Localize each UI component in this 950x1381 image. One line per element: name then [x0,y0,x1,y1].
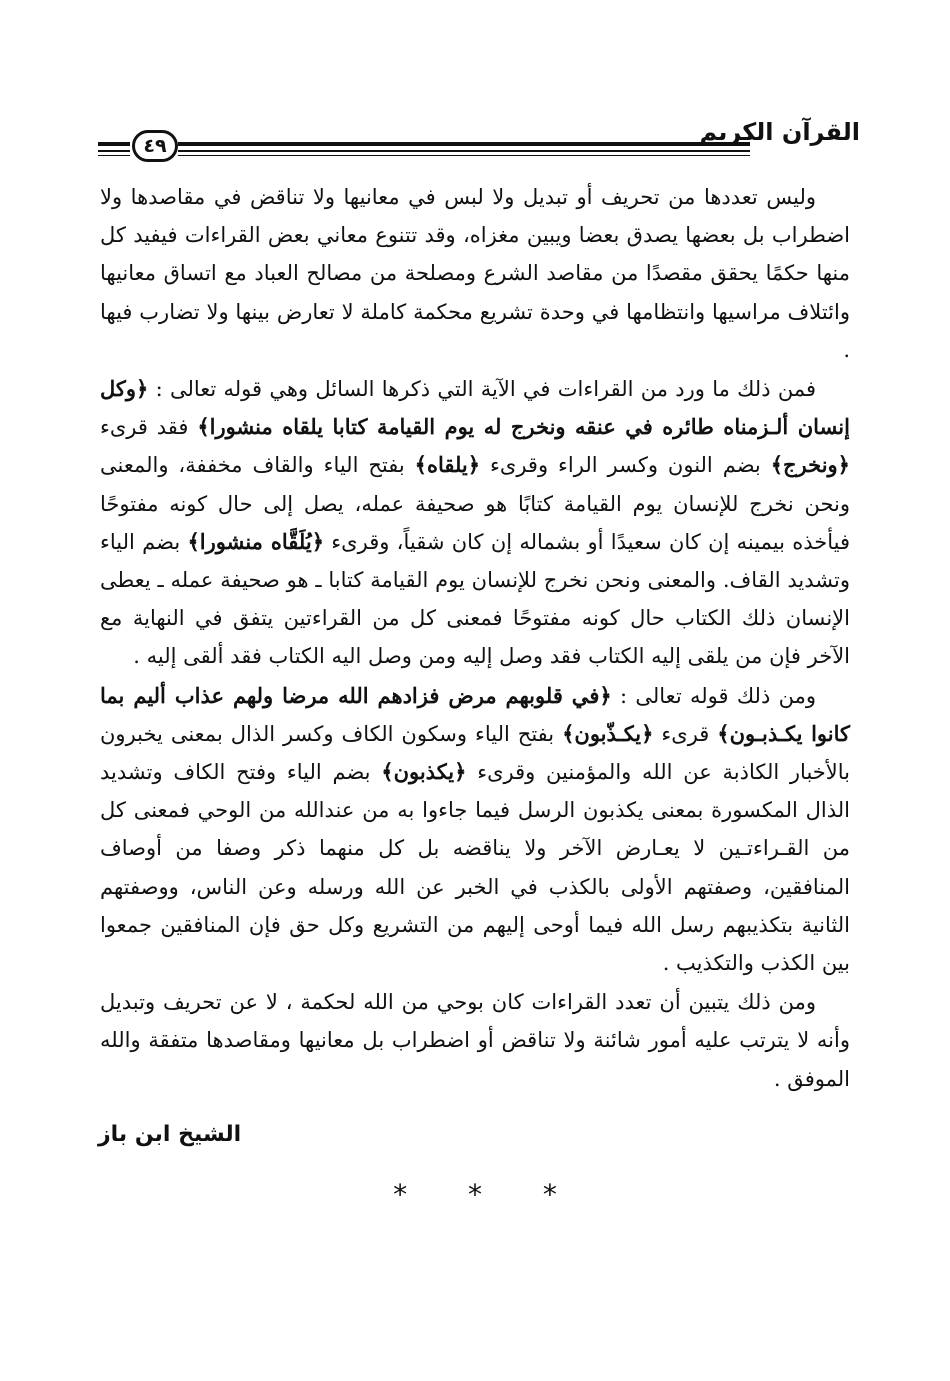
paragraph-text: ومن ذلك يتبين أن تعدد القراءات كان بوحي من الله لحكمة ، لا عن تحريف وتبديل وأنه لا يترتب عليه أمور شائنة ولا تناقض أو اضطراب بل معانيها ومقاصدها متفقة والله الموفق . [100,990,850,1091]
body-text [100,178,850,1098]
paragraph-text: ومن ذلك قوله تعالى : [611,683,816,708]
paragraph-text: بضم النون وكسر الراء وقرىء [480,453,771,478]
quranic-quote: ﴿في قلوبهم مرض فزادهم الله مرضا ولهم عذاب أليم بما كانوا يكـذبـون﴾ [100,682,850,746]
paragraph-text: وليس تعددها من تحريف أو تبديل ولا لبس في معانيها ولا تناقض في مقاصدها ولا اضطراب بل بعضها يصدق بعضا ويبين مغزاه، وقد تتنوع معاني بعض القراءات فيفيد كل منها حكمًا يحقق مقصدًا من مقاصد الشرع ومصلحة من مصالح العباد مع اتساق معانيها وائتلاف مراسيها وانتظامها في وحدة تشريع محكمة كاملة لا تعارض بينها ولا تضارب فيها . [100,185,850,362]
running-title: القرآن الكريم [699,118,860,146]
header-rule-left-medium [98,150,130,152]
paragraph-text: بفتح الياء وسكون الكاف وكسر الذال بمعنى يخبرون بالأخبار الكاذبة عن الله والمؤمنين وقرىء [100,721,850,785]
paragraph-text: فمن ذلك ما ورد من القراءات في الآية التي ذكرها السائل وهي قوله تعالى : [148,377,816,402]
paragraph [100,370,850,676]
section-separator: * * * [393,1178,583,1211]
paragraph [100,178,850,369]
paragraph-text: بضم الياء وتشديد القاف. والمعنى ونحن نخرج للإنسان يوم القيامة كتابا ـ هو صحيفة عمله ـ يعطى الإنسان ذلك الكتاب حال كونه مفتوحًا فمعنى كل من القراءتين يتفق في النهاية مع الآخر فإن من يلقى إليه الكتاب فقد وصل إليه ومن وصل اليه الكتاب فقد ألقى إليه . [100,529,850,669]
author-signature: الشيخ ابن باز [98,1122,242,1147]
paragraph-text: قرىء [653,721,718,746]
paragraph [100,677,850,983]
header-rule-medium [178,150,750,152]
quranic-quote: ﴿يكذبون﴾ [381,759,467,785]
paragraph-text: فقد قرىء [100,415,198,440]
paragraph [100,983,850,1098]
quranic-quote: ﴿وكل إنسان ألـزمناه طائره في عنقه ونخرج له يوم القيامة كتابا يلقاه منشورا﴾ [100,376,850,440]
page-number: ٤٩ [132,130,178,162]
paragraph-text: بفتح الياء والقاف مخففة، والمعنى ونحن نخرج للإنسان يوم القيامة كتابًا هو صحيفة عمله، يصل إلى حال كونه مفتوحًا فيأخذه بيمينه إن كان سعيدًا أو بشماله إن كان شقياً، وقرىء [100,453,850,554]
header-rule-thin [178,155,750,156]
quranic-quote: ﴿يلقاه﴾ [414,452,481,478]
header-rule-left-thin [98,155,130,156]
quranic-quote: ﴿ونخرج﴾ [770,452,850,478]
paragraph-text: بضم الياء وفتح الكاف وتشديد الذال المكسورة بمعنى يكذبون الرسل فيما جاءوا به من عندالله من الوحي فمعنى كل من القـراءتـين لا يعـارض الآخر ولا يناقضه بل كل منهما ذكر وصفا من أوصاف المنافقين، وصفتهم الأولى بالكذب في الخبر عن الله ورسله وعن الناس، ووصفتهم الثانية بتكذيبهم رسل الله فيما أوحى إليهم من التشريع وكل حق فإن المنافقين جمعوا بين الكذب والتكذيب . [100,760,850,976]
header-rule-left-thick [98,142,130,146]
page-header [98,118,860,168]
header-rule-thick [178,142,750,146]
quranic-quote: ﴿يُلَقَّاه منشورا﴾ [187,528,324,554]
quranic-quote: ﴿يكـذّبون﴾ [562,720,654,746]
